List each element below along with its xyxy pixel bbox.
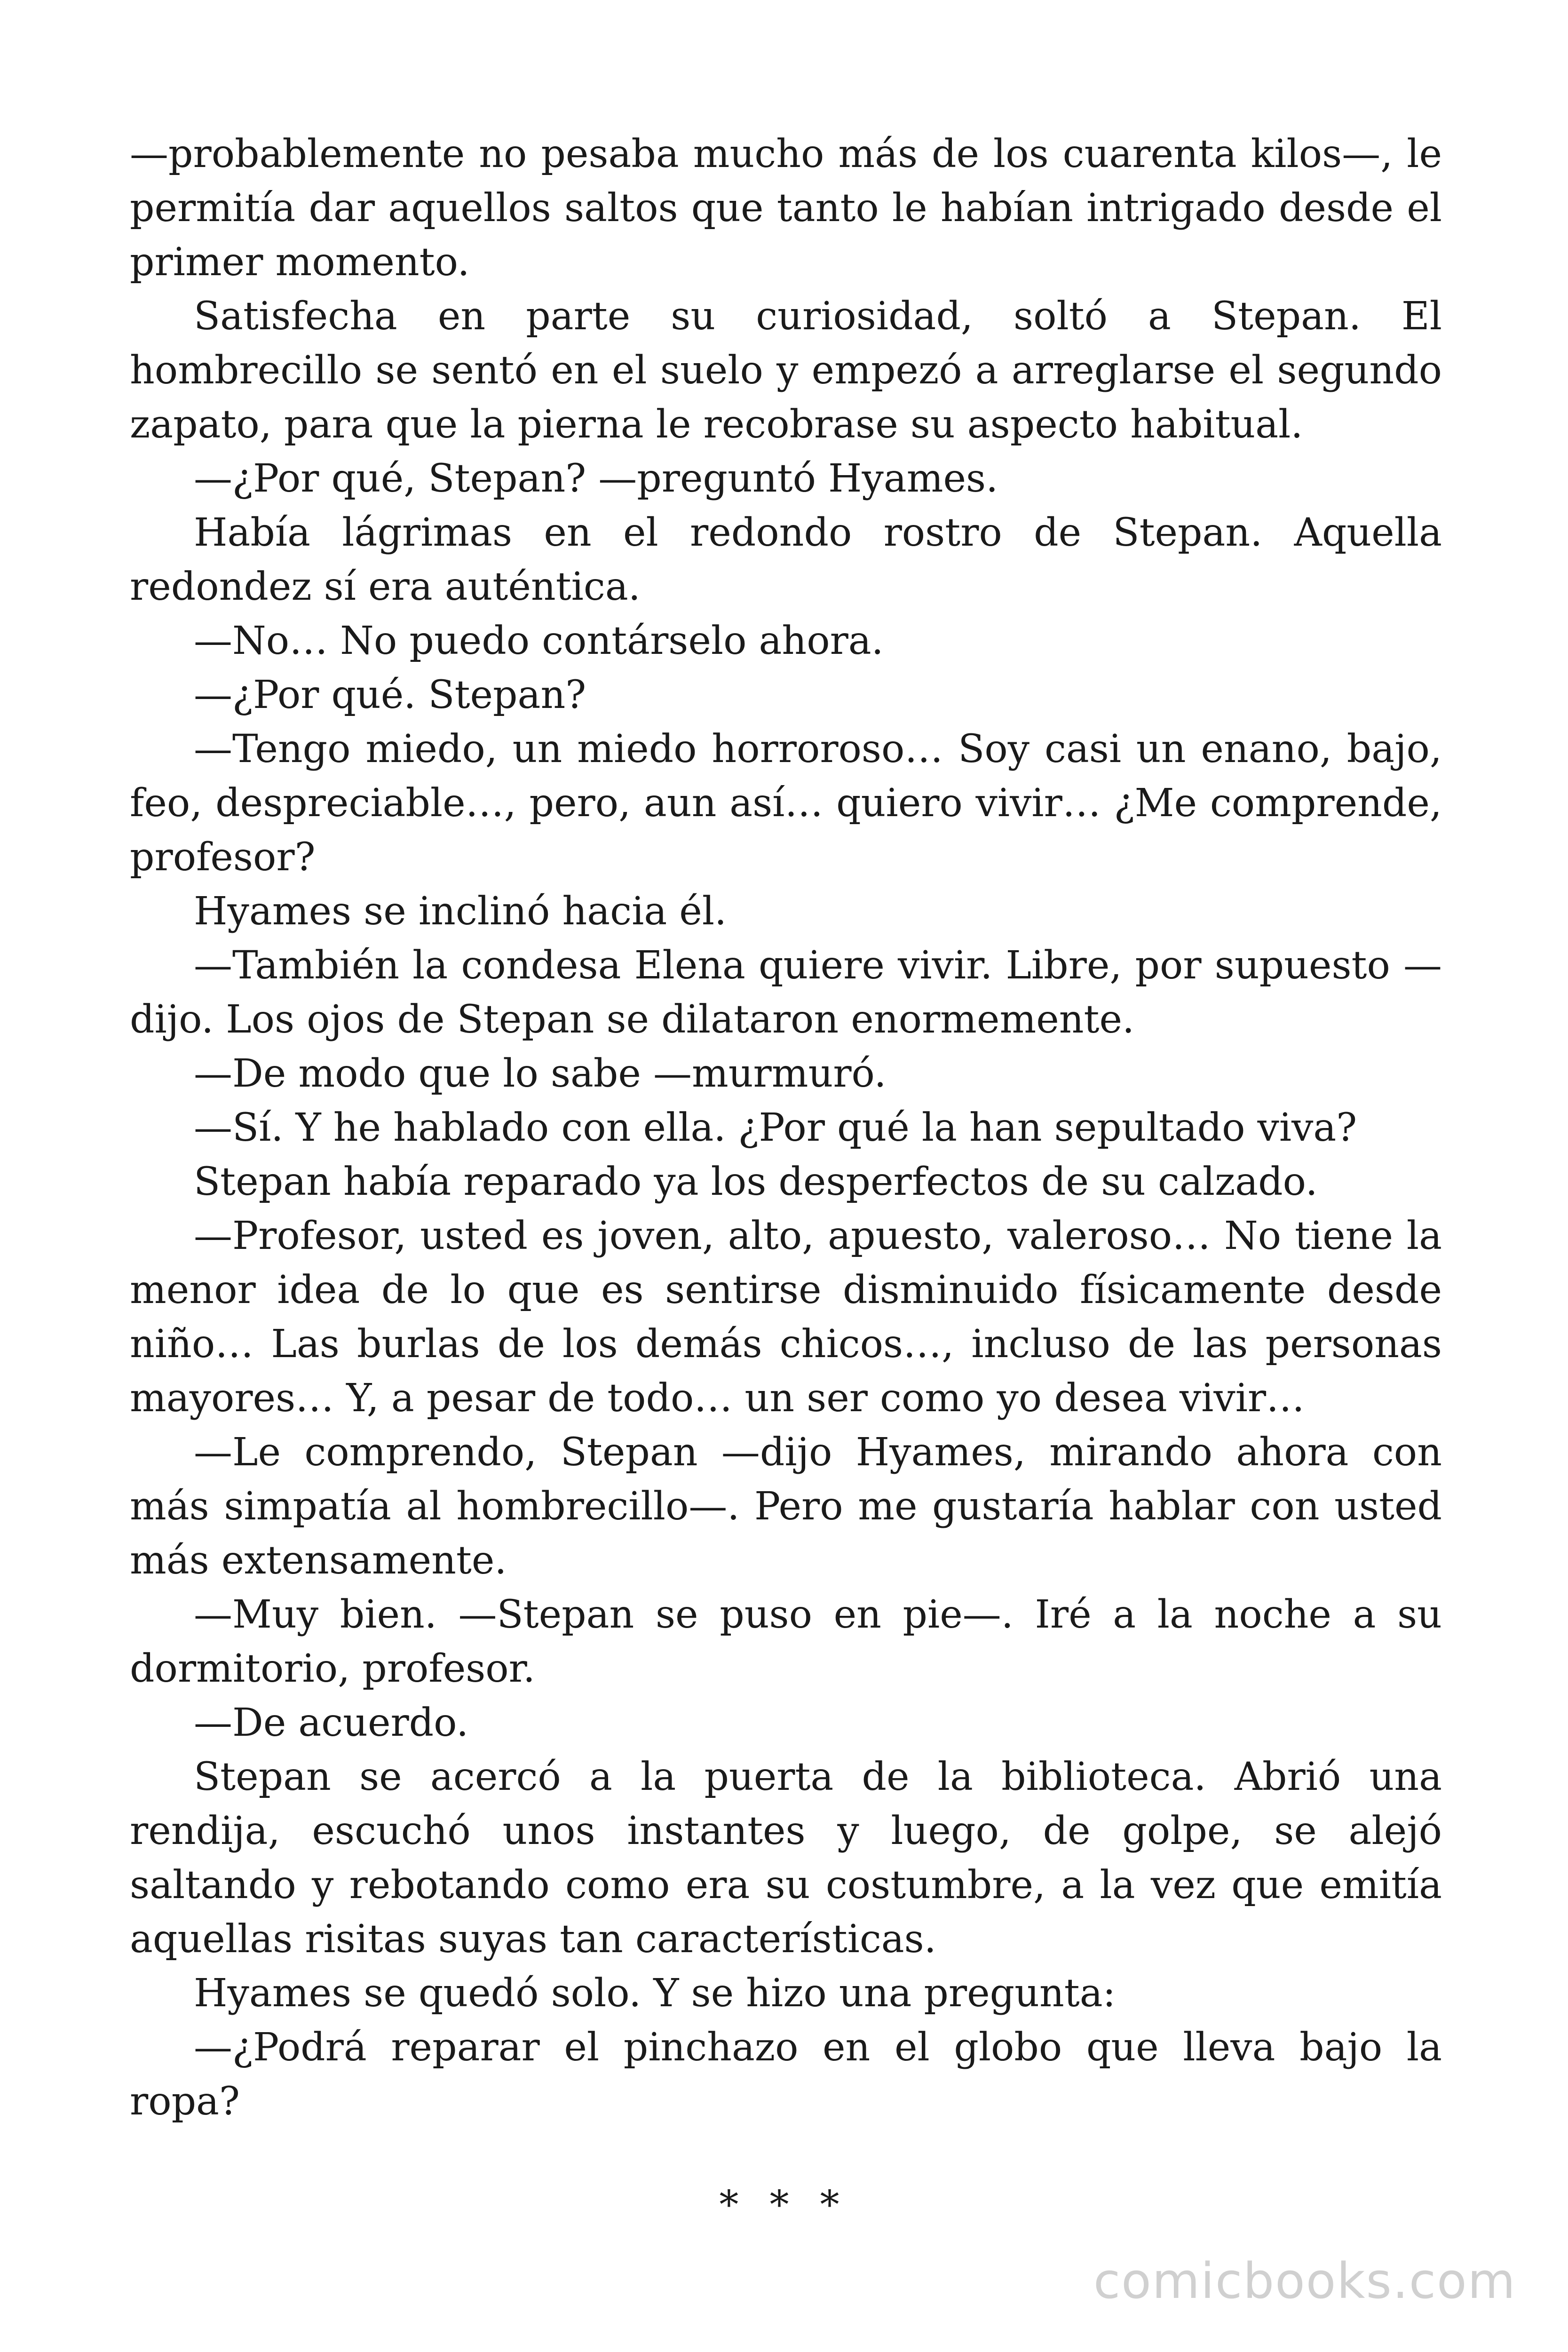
- paragraph: —De modo que lo sabe —murmuró.: [194, 1051, 887, 1096]
- paragraph: Hyames se inclinó hacia él.: [194, 889, 727, 934]
- paragraph: —Le comprendo, Stepan —dijo Hyames, mirando ahora con más simpatía al hombrecillo—. Pero me gustaría hablar con usted más extensamente.: [130, 1430, 1442, 1583]
- section-separator: * * *: [719, 2183, 849, 2227]
- paragraph: —Tengo miedo, un miedo horroroso… Soy casi un enano, bajo, feo, despreciable…, pero, aun así… quiero vivir… ¿Me comprende, profesor?: [130, 727, 1442, 880]
- paragraph: —Profesor, usted es joven, alto, apuesto, valeroso… No tiene la menor idea de lo que es sentirse disminuido físicamente desde niño… Las burlas de los demás chicos…, incluso de las personas mayores… Y, a pesar de todo… un ser como yo desea vivir…: [130, 1214, 1442, 1421]
- paragraph: —Sí. Y he hablado con ella. ¿Por qué la han sepultado viva?: [194, 1105, 1357, 1150]
- paragraph: —¿Por qué, Stepan? —preguntó Hyames.: [194, 456, 998, 501]
- body-text: [130, 127, 1442, 2129]
- paragraph: —Muy bien. —Stepan se puso en pie—. Iré a la noche a su dormitorio, profesor.: [130, 1592, 1442, 1691]
- paragraph: —De acuerdo.: [194, 1700, 469, 1745]
- paragraph: Había lágrimas en el redondo rostro de Stepan. Aquella redondez sí era auténtica.: [130, 510, 1442, 609]
- paragraph: —¿Podrá reparar el pinchazo en el globo que lleva bajo la ropa?: [130, 2025, 1442, 2124]
- paragraph: —No… No puedo contárselo ahora.: [194, 619, 884, 663]
- paragraph: Satisfecha en parte su curiosidad, soltó a Stepan. El hombrecillo se sentó en el suelo y empezó a arreglarse el segundo zapato, para que la pierna le recobrase su aspecto habitual.: [130, 294, 1442, 447]
- paragraph: Stepan se acercó a la puerta de la biblioteca. Abrió una rendija, escuchó unos instantes y luego, de golpe, se alejó saltando y rebotando como era su costumbre, a la vez que emitía aquellas risitas suyas tan características.: [130, 1755, 1442, 1962]
- paragraph: —¿Por qué. Stepan?: [194, 673, 586, 717]
- paragraph: Hyames se quedó solo. Y se hizo una pregunta:: [194, 1971, 1116, 2016]
- paragraph: Stepan había reparado ya los desperfectos de su calzado.: [194, 1160, 1318, 1204]
- paragraph: —probablemente no pesaba mucho más de los cuarenta kilos—, le permitía dar aquellos saltos que tanto le habían intrigado desde el primer momento.: [130, 132, 1442, 285]
- watermark: comicbooks.com: [1093, 2252, 1516, 2310]
- paragraph: —También la condesa Elena quiere vivir. Libre, por supuesto —dijo. Los ojos de Stepan se dilataron enormemente.: [130, 943, 1442, 1042]
